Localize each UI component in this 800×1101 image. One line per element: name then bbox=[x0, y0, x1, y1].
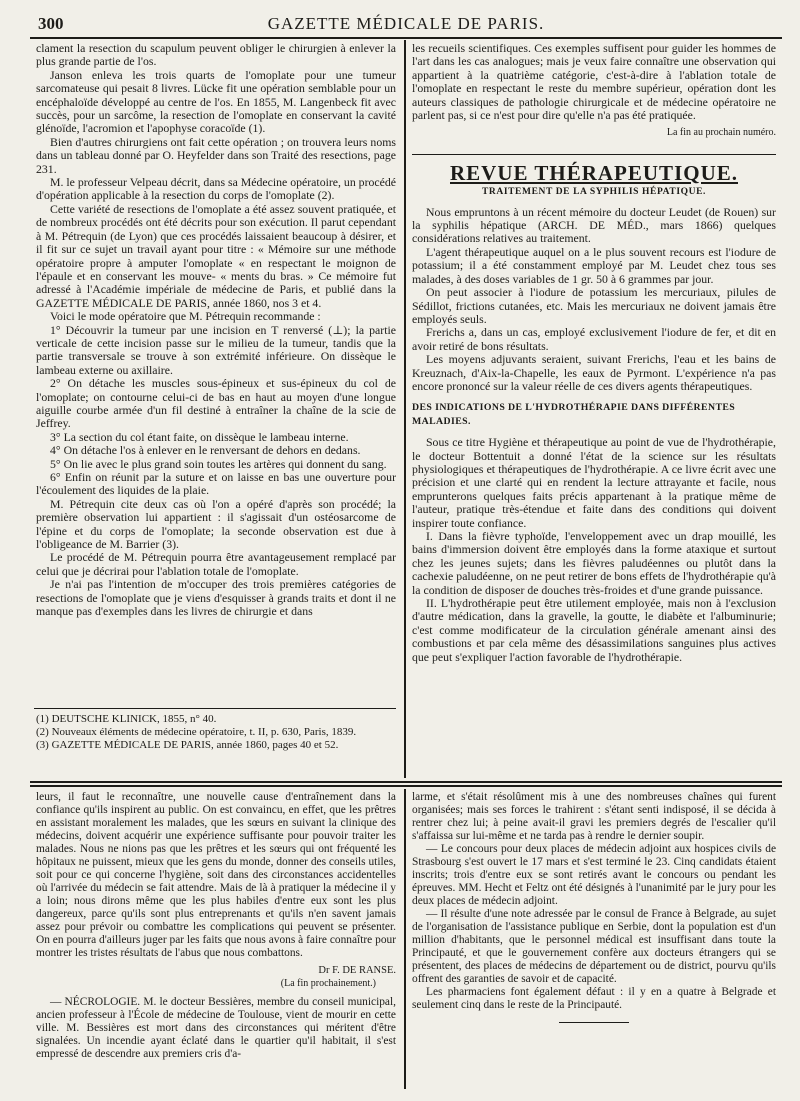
right-column bbox=[412, 42, 776, 664]
header-rule bbox=[30, 37, 782, 39]
continued-note: La fin au prochain numéro. bbox=[666, 127, 776, 139]
paragraph: Les pharmaciens font également défaut : il y en a quatre à Belgrade et seulement cinq dans le reste de la Principauté. bbox=[412, 986, 776, 1011]
bottom-column-divider bbox=[404, 789, 406, 1089]
paragraph: I. Dans la fièvre typhoïde, l'enveloppement avec un drap mouillé, les bains d'immersion doivent être employés dans la forme ataxique et surtout chez les jeunes sujets; dans les fièvres paludéennes ou plutôt dans la cachexie paludéenne, on ne peut retirer de bons effets de l'hydrothérapie qu'à la condition de disposer de douches très-froides et d'une grande puissance. bbox=[412, 529, 776, 597]
paragraph: On peut associer à l'iodure de potassium les mercuriaux, pilules de Sédillot, frictions cutanées, etc. Mais les mercuriaux ne doivent jamais être employés seuls. bbox=[412, 285, 776, 326]
paragraph: clament la resection du scapulum peuvent obliger le chirurgien à enlever la plus grande partie de l'os. bbox=[36, 41, 396, 69]
feuilleton-rule-top bbox=[30, 781, 782, 783]
feuilleton-left-column bbox=[36, 791, 396, 1061]
paragraph: Je n'ai pas l'intention de m'occuper des trois premières catégories de resections de l'omoplate que je viens d'esquisser à grands traits et dont il ne manque pas d'exemples dans les livres de chirurgie et dans bbox=[36, 577, 396, 619]
footnote: (2) Nouveaux éléments de médecine opératoire, t. II, p. 630, Paris, 1839. bbox=[36, 726, 357, 738]
paragraph: 5° On lie avec le plus grand soin toutes les artères qui donnent du sang. bbox=[50, 456, 387, 471]
section-rule bbox=[412, 154, 776, 155]
article-heading: DES INDICATIONS DE L'HYDROTHÉRAPIE DANS DIFFÉRENTES MALADIES. bbox=[412, 402, 736, 427]
paragraph: Cette variété de resections de l'omoplate a été assez souvent pratiquée, et de nombreux procédés ont été décrits pour son exécution. Il parut cependant à M. Pétrequin (de Lyon) que ces procédés laissaient beaucoup à désirer, et il fit sur ce sujet un travail ayant pour titre : « Mémoire sur une méthode opératoire propre à amputer l'omoplate « en respectant le moignon de l'épaule et en conservant les mouve- « ments du bras. » Ce mémoire fut adressé à l'Académie impériale de médecine de Paris, et publié dans la GAZETTE MÉDICALE DE PARIS, année 1860, nos 3 et 4. bbox=[36, 201, 396, 310]
page-header bbox=[30, 8, 782, 36]
paragraph: L'agent thérapeutique auquel on a le plus souvent recours est l'iodure de potassium; il a été constamment employé par M. Leudet chez tous ses malades, à des doses variables de 1 gr. 50 à 6 grammes par jour. bbox=[412, 244, 776, 286]
paragraph: leurs, il faut le reconnaître, une nouvelle cause d'entraînement dans la confiance qu'ils inspirent au public. On est convaincu, en effet, que les prêtres en assistant moralement les malades, que les sœurs en suivant la clinique des médecins, doivent acquérir une expérience suffisante pour pouvoir traiter les malades. Nous ne nions pas que les prêtres et les sœurs qui ont fréquenté les hôpitaux ne puissent, mieux que les gens du monde, donner des conseils utiles, soit pour ce qui concerne l'hygiène, soit dans des circonstances accidentelles où l'arrivée du médecin se fait attendre. Mais de là à pratiquer la médecine il y a loin; nous dirons même que les plus habiles d'entre eux sont les plus dangereux, parce qu'ils sont plus entreprenants et qu'ils n'en savent jamais assez pour prévoir ou combattre les complications qui peuvent se présenter. On en pourra d'ailleurs juger par les faits que nous avons à faire connaître pour montrer les tristes résultats de l'abus que nous combattons. bbox=[36, 791, 396, 959]
paragraph: Le procédé de M. Pétrequin pourra être avantageusement remplacé par celui que je décrirai pour l'ablation totale de l'omoplate. bbox=[36, 550, 396, 578]
feuilleton-rule-bottom bbox=[30, 785, 782, 787]
left-column bbox=[36, 42, 396, 618]
footnote: (1) DEUTSCHE KLINICK, 1855, n° 40. bbox=[36, 713, 217, 725]
paragraph: les recueils scientifiques. Ces exemples suffisent pour guider les hommes de l'art dans les cas analogues; mais je veux faire connaître une observation qui appartient à la quatrième catégorie, c'est-à-dire à l'ablation totale de l'omoplate en respectant le reste du membre supérieur, opération dont les auteurs classiques de pathologie chirurgicale et de médecine opératoire ne parlent pas, si ce n'est pour dire qu'elle n'a pas été pratiquée. bbox=[412, 41, 776, 123]
paragraph: — NÉCROLOGIE. M. le docteur Bessières, membre du conseil municipal, ancien professeur à l'École de médecine de Toulouse, vient de mourir en cette ville. M. Bessières est mort dans des circonstances qui méritent d'être signalées. Un incendie ayant éclaté dans le quartier qu'il habitait, il s'est empressé de descendre aux premiers cris d'a- bbox=[36, 996, 396, 1060]
paragraph: 6° Enfin on réunit par la suture et on laisse en bas une ouverture pour l'écoulement des liquides de la plaie. bbox=[36, 470, 396, 498]
paragraph: Bien d'autres chirurgiens ont fait cette opération ; on trouvera leurs noms dans un tableau donné par O. Heyfelder dans son Traité des resections, page 231. bbox=[36, 134, 396, 176]
article-heading: TRAITEMENT DE LA SYPHILIS HÉPATIQUE. bbox=[481, 187, 707, 198]
journal-title: GAZETTE MÉDICALE DE PARIS. bbox=[267, 14, 545, 33]
top-column-divider bbox=[404, 40, 406, 778]
paragraph: Janson enleva les trois quarts de l'omoplate pour une tumeur sarcomateuse qui pesait 8 livres. Lücke fit une opération semblable pour un encéphaloïde développé au centre de l'os. En 1855, M. Langenbeck fit avec succès, pour un sarcôme, la resection de l'omoplate en conservant la cavité glénoïde, l'acromion et l'apophyse coracoïde (1). bbox=[36, 67, 396, 136]
paragraph: 2° On détache les muscles sous-épineux et sus-épineux du col de l'omoplate; on contourne celui-ci de bas en haut au moyen d'une longue aiguille courbe armée d'un fil destiné à entraîner la chaîne de la scie de Jeffrey. bbox=[36, 376, 396, 431]
footnotes bbox=[36, 713, 396, 752]
footnote: (3) GAZETTE MÉDICALE DE PARIS, année 1860, pages 40 et 52. bbox=[36, 739, 339, 751]
paragraph: Voici le mode opératoire que M. Pétrequin recommande : bbox=[50, 309, 321, 324]
paragraph: M. le professeur Velpeau décrit, dans sa Médecine opératoire, un procédé d'opération applicable à la resection du corps de l'omoplate (2). bbox=[36, 175, 397, 203]
paragraph: — Le concours pour deux places de médecin adjoint aux hospices civils de Strasbourg s'est ouvert le 17 mars et s'est terminé le 23. Cinq candidats étaient inscrits; trois d'entre eux se sont retirés avant le concours ou pendant les épreuves. MM. Hecht et Feltz ont été désignés à l'unanimité par le jury pour les deux places de médecin adjoint. bbox=[412, 843, 776, 907]
end-rule bbox=[559, 1022, 629, 1023]
author-signature: Dr F. DE RANSE. bbox=[318, 965, 396, 976]
paragraph: II. L'hydrothérapie peut être utilement employée, mais non à l'exclusion d'autre médication, dans la gravelle, la goutte, le diabète et l'albuminurie; c'est comme modificateur de la circulation générale amenant ainsi des combustions et par cela même des désassimilations sanguines plus actives que peut s'expliquer l'action favorable de l'hydrothérapie. bbox=[412, 596, 776, 664]
paragraph: Les moyens adjuvants seraient, suivant Frerichs, l'eau et les bains de Kreuznach, d'Aix-la-Chapelle, les eaux de Pyrmont. L'expérience n'a pas encore prononcé sur la valeur réelle de ces divers agents thérapeutiques. bbox=[412, 352, 776, 393]
paragraph: larme, et s'était résolûment mis à une des nombreuses chaînes qui furent organisées; mais ses forces le trahirent : s'étant senti indisposé, il se décida à rentrer chez lui; à peine avait-il gravi les premiers degrés de l'escalier qu'il s'affaissa sur lui-même et ne tarda pas à rendre le dernier soupir. bbox=[412, 791, 776, 842]
paragraph: — Il résulte d'une note adressée par le consul de France à Belgrade, au sujet de l'organisation de l'assistance publique en Serbie, dont la population est d'un million d'habitants, que le personnel médical est insuffisant dans toute la Principauté, et que le gouvernement confère aux docteurs étrangers qui se présentent, des places de médecins de département ou de district, pourvu qu'ils offrent des garanties de savoir et de capacité. bbox=[412, 908, 776, 985]
feuilleton-right-column bbox=[412, 791, 776, 1023]
paragraph: Nous empruntons à un récent mémoire du docteur Leudet (de Rouen) sur la syphilis hépatique (ARCH. DE MÉD., mars 1866) quelques considérations relatives au traitement. bbox=[412, 204, 776, 246]
paragraph: Frerichs a, dans un cas, employé exclusivement l'iodure de fer, et dit en avoir retiré de bons résultats. bbox=[412, 325, 776, 353]
continued-note: (La fin prochainement.) bbox=[280, 978, 376, 989]
paragraph: 3° La section du col étant faite, on dissèque le lambeau interne. bbox=[50, 429, 349, 444]
footnote-rule bbox=[34, 708, 396, 709]
page-number: 300 bbox=[38, 14, 64, 33]
section-title: REVUE THÉRAPEUTIQUE. bbox=[450, 160, 738, 185]
paragraph: 4° On détache l'os à enlever en le renversant de dehors en dedans. bbox=[50, 443, 361, 458]
paragraph: Sous ce titre Hygiène et thérapeutique au point de vue de l'hydrothérapie, le docteur Bottentuit a donné l'état de la science sur les résultats physiologiques et thérapeutiques de l'hydrothérapie. A ce livre écrit avec une précision et une clarté qui en rendent la lecture attrayante et facile, nous emprunterons quelques faits précis appartenant à la pratique même de l'auteur, pratique très-étendue et faite dans des conditions qui doivent inspirer toute confiance. bbox=[412, 435, 776, 530]
paragraph: 1° Découvrir la tumeur par une incision en T renversé (⊥); la partie verticale de cette incision passe sur le milieu de la tumeur, tandis que la partie transversale se trouve à son extrémité inférieure. On dissèque le lambeau externe ou axillaire. bbox=[36, 322, 396, 377]
paragraph: M. Pétrequin cite deux cas où l'on a opéré d'après son procédé; la première observation lui appartient : il s'agissait d'un ostéosarcome de l'épine et du corps de l'omoplate; la seconde observation est due à l'obligeance de M. Barrier (3). bbox=[36, 496, 396, 552]
